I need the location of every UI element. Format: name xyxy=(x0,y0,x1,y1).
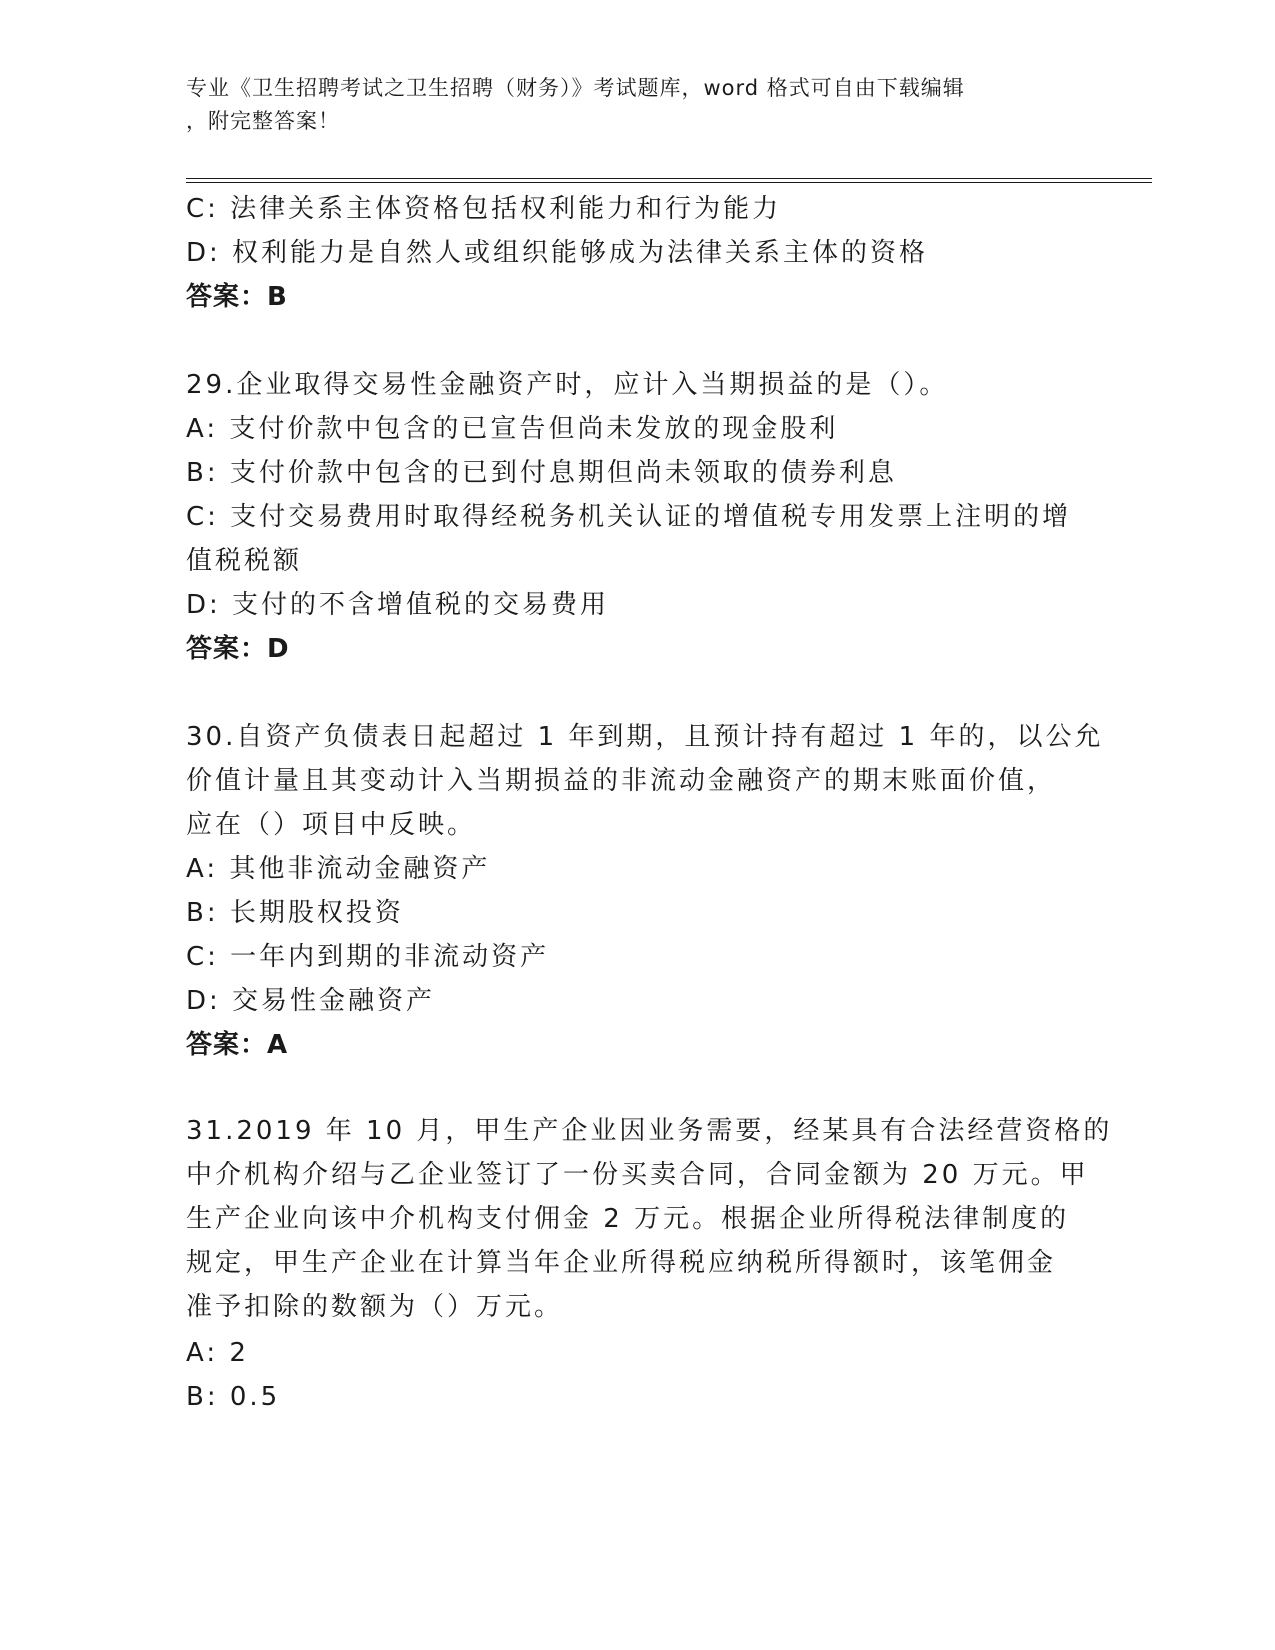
q28-option-d: D: 权利能力是自然人或组织能够成为法律关系主体的资格 xyxy=(186,238,929,268)
q30-stem-line-3: 应在（）项目中反映。 xyxy=(186,810,477,840)
q30-option-a: A: 其他非流动金融资产 xyxy=(186,854,491,884)
q30-option-b: B: 长期股权投资 xyxy=(186,898,404,928)
q30-stem-line-2: 价值计量且其变动计入当期损益的非流动金融资产的期末账面价值， xyxy=(186,766,1057,796)
header-divider-bottom xyxy=(186,182,1152,183)
q30-stem-line-1: 30.自资产负债表日起超过 1 年到期，且预计持有超过 1 年的，以公允 xyxy=(186,722,1104,752)
q29-option-d: D: 支付的不含增值税的交易费用 xyxy=(186,590,610,620)
q30-option-d: D: 交易性金融资产 xyxy=(186,986,436,1016)
q29-option-b: B: 支付价款中包含的已到付息期但尚未领取的债券利息 xyxy=(186,458,897,488)
q29-option-c-line-1: C: 支付交易费用时取得经税务机关认证的增值税专用发票上注明的增 xyxy=(186,502,1072,532)
q31-stem-line-3: 生产企业向该中介机构支付佣金 2 万元。根据企业所得税法律制度的 xyxy=(186,1204,1070,1234)
header-line-1: 专业《卫生招聘考试之卫生招聘（财务）》考试题库，word 格式可自由下载编辑 xyxy=(186,76,965,100)
q28-answer: 答案：B xyxy=(186,282,288,312)
q31-stem-line-1: 31.2019 年 10 月，甲生产企业因业务需要，经某具有合法经营资格的 xyxy=(186,1116,1113,1146)
q29-stem: 29.企业取得交易性金融资产时，应计入当期损益的是（）。 xyxy=(186,370,949,400)
q29-option-a: A: 支付价款中包含的已宣告但尚未发放的现金股利 xyxy=(186,414,839,444)
q28-option-c: C: 法律关系主体资格包括权利能力和行为能力 xyxy=(186,194,782,224)
q31-option-a: A: 2 xyxy=(186,1338,249,1368)
header-divider-top xyxy=(186,178,1152,179)
q29-answer: 答案：D xyxy=(186,634,290,664)
q30-answer: 答案：A xyxy=(186,1030,289,1060)
q29-option-c-line-2: 值税税额 xyxy=(186,546,303,576)
header-line-2: ，附完整答案！ xyxy=(186,109,340,133)
q31-stem-line-2: 中介机构介绍与乙企业签订了一份买卖合同，合同金额为 20 万元。甲 xyxy=(186,1160,1089,1190)
q31-option-b: B: 0.5 xyxy=(186,1382,281,1412)
q31-stem-line-4: 规定，甲生产企业在计算当年企业所得税应纳税所得额时，该笔佣金 xyxy=(186,1248,1057,1278)
document-header xyxy=(186,72,1066,138)
q31-stem-line-5: 准予扣除的数额为（）万元。 xyxy=(186,1292,564,1322)
q30-option-c: C: 一年内到期的非流动资产 xyxy=(186,942,550,972)
